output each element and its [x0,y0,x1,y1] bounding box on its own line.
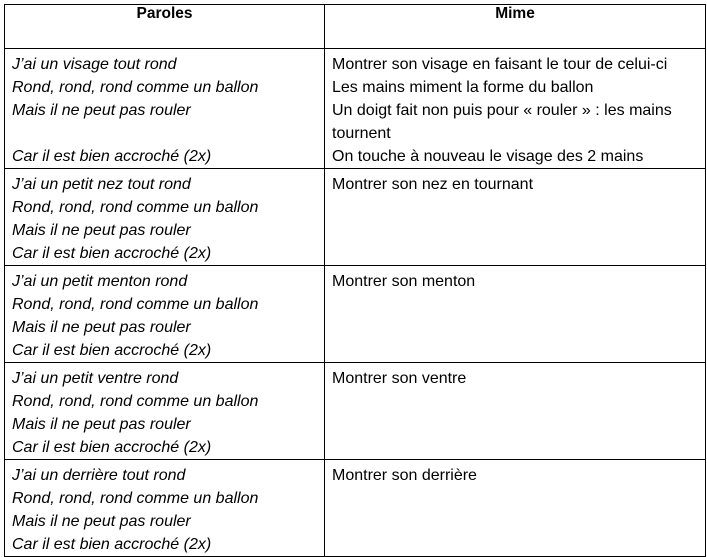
mime-cell [325,266,706,363]
lyric-line: Rond, rond, rond comme un ballon [12,393,259,410]
lyrics-mime-table [4,4,706,557]
lyrics-cell [5,363,325,460]
header-mime: Mime [325,5,706,49]
lyrics-cell [5,266,325,363]
lyric-line: Car il est bien accroché (2x) [12,439,212,456]
table-row [5,266,706,363]
lyrics-cell [5,49,325,169]
header-row [5,5,706,49]
lyric-line: Car il est bien accroché (2x) [12,536,212,553]
lyric-line: Rond, rond, rond comme un ballon [12,296,259,313]
lyric-line: Mais il ne peut pas rouler [12,102,191,119]
mime-line: Montrer son ventre [332,370,467,387]
lyric-line: J’ai un visage tout rond [12,56,177,73]
mime-line: Montrer son visage en faisant le tour de celui-ci [332,56,668,73]
table-row [5,49,706,169]
lyric-line: Mais il ne peut pas rouler [12,513,191,530]
lyric-line: J’ai un derrière tout rond [12,467,186,484]
mime-cell [325,49,706,169]
lyric-line: Car il est bien accroché (2x) [12,245,212,262]
lyric-spacer [12,122,324,145]
lyric-line: J’ai un petit ventre rond [12,370,179,387]
mime-line: Montrer son menton [332,273,476,290]
lyrics-cell [5,460,325,557]
lyric-line: Rond, rond, rond comme un ballon [12,199,259,216]
mime-cell [325,169,706,266]
header-paroles: Paroles [5,5,325,49]
mime-cell [325,460,706,557]
table-row [5,363,706,460]
lyrics-cell [5,169,325,266]
lyric-line: Rond, rond, rond comme un ballon [12,79,259,96]
mime-line: Un doigt fait non puis pour « rouler » : les mains tournent [332,102,672,142]
lyric-line: J’ai un petit nez tout rond [12,176,191,193]
lyric-line: Car il est bien accroché (2x) [12,148,212,165]
lyric-line: Mais il ne peut pas rouler [12,319,191,336]
table-row [5,460,706,557]
lyric-line: J’ai un petit menton rond [12,273,188,290]
lyric-line: Mais il ne peut pas rouler [12,222,191,239]
mime-line: Montrer son nez en tournant [332,176,534,193]
lyric-line: Mais il ne peut pas rouler [12,416,191,433]
lyric-line: Rond, rond, rond comme un ballon [12,490,259,507]
mime-line: Les mains miment la forme du ballon [332,79,594,96]
table-row [5,169,706,266]
lyric-line: Car il est bien accroché (2x) [12,342,212,359]
mime-cell [325,363,706,460]
mime-line: On touche à nouveau le visage des 2 mains [332,148,644,165]
mime-line: Montrer son derrière [332,467,477,484]
